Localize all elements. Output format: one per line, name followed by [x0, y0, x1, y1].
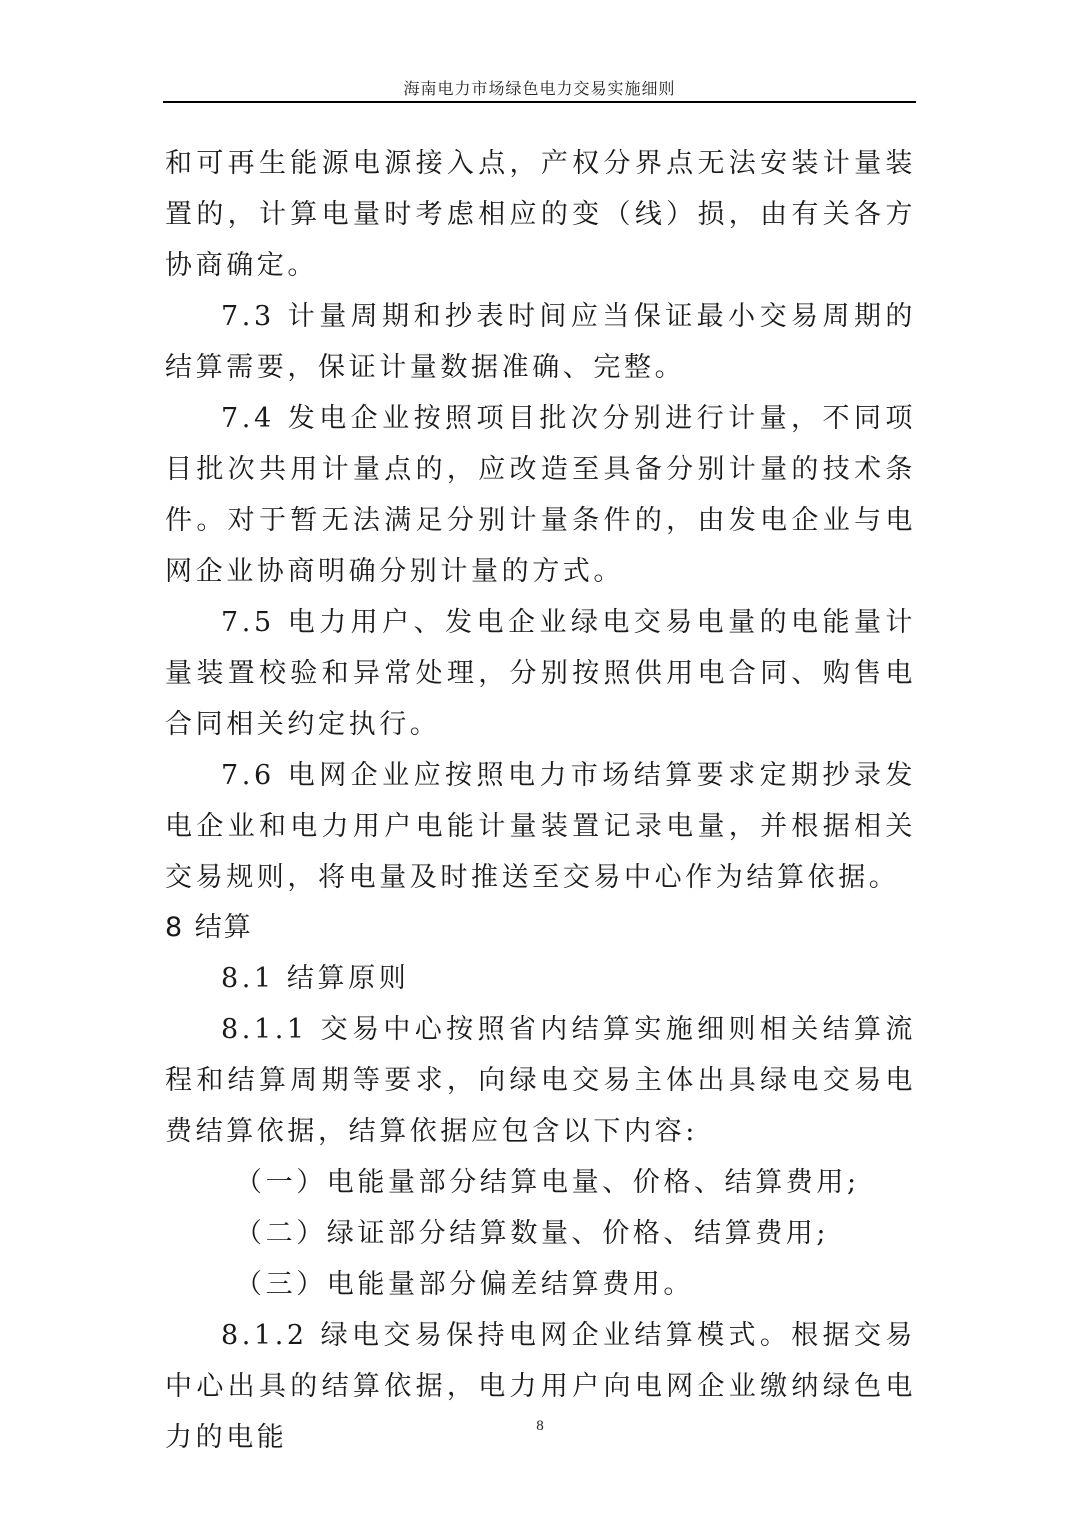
document-body: [165, 138, 916, 1463]
section-heading-8: 8 结算: [165, 912, 253, 943]
paragraph-7-2-continuation: 和可再生能源电源接入点，产权分界点无法安装计量装置的，计算电量时考虑相应的变（线）损，由有关各方协商确定。: [165, 148, 916, 281]
page-number: 8: [536, 1418, 544, 1434]
paragraph-7-4: 7.4 发电企业按照项目批次分别进行计量，不同项目批次共用计量点的，应改造至具备分别计量的技术条件。对于暂无法满足分别计量条件的，由发电企业与电网企业协商明确分别计量的方式。: [165, 403, 916, 587]
paragraph-7-5: 7.5 电力用户、发电企业绿电交易电量的电能量计量装置校验和异常处理，分别按照供用电合同、购售电合同相关约定执行。: [165, 607, 916, 740]
header-divider: [163, 101, 916, 103]
list-item-1: （一）电能量部分结算电量、价格、结算费用;: [235, 1167, 860, 1198]
paragraph-8-1-1: 8.1.1 交易中心按照省内结算实施细则相关结算流程和结算周期等要求，向绿电交易主体出具绿电交易电费结算依据，结算依据应包含以下内容:: [165, 1014, 916, 1147]
paragraph-8-1-2: 8.1.2 绿电交易保持电网企业结算模式。根据交易中心出具的结算依据，电力用户向电网企业缴纳绿色电力的电能: [165, 1320, 916, 1453]
paragraph-8-1: 8.1 结算原则: [221, 963, 410, 994]
paragraph-7-6: 7.6 电网企业应按照电力市场结算要求定期抄录发电企业和电力用户电能计量装置记录电量，并根据相关交易规则，将电量及时推送至交易中心作为结算依据。: [165, 760, 916, 893]
list-item-3: （三）电能量部分偏差结算费用。: [235, 1269, 694, 1300]
page-header-title: 海南电力市场绿色电力交易实施细则: [403, 79, 676, 98]
paragraph-7-3: 7.3 计量周期和抄表时间应当保证最小交易周期的结算需要，保证计量数据准确、完整。: [165, 301, 916, 383]
list-item-2: （二）绿证部分结算数量、价格、结算费用;: [235, 1218, 830, 1249]
